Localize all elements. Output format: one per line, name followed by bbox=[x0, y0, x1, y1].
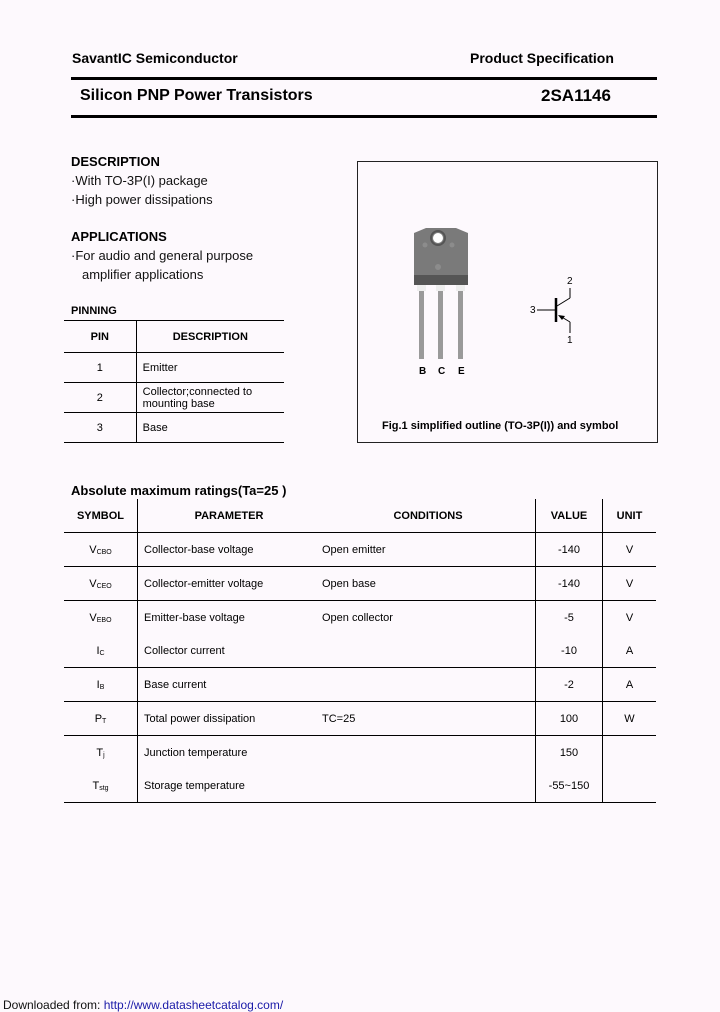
description-line: ·High power dissipations bbox=[71, 192, 213, 207]
symbol-subscript: j bbox=[103, 751, 105, 759]
applications-heading: APPLICATIONS bbox=[71, 229, 167, 244]
symbol-subscript: CBO bbox=[96, 548, 112, 556]
value-cell: -5 bbox=[536, 601, 603, 635]
symbol-subscript: stg bbox=[99, 784, 109, 792]
unit-cell bbox=[603, 736, 657, 770]
unit-cell: V bbox=[625, 611, 634, 624]
pin-description: Base bbox=[136, 413, 284, 443]
symbol-pin-base: 3 bbox=[530, 305, 536, 316]
value-cell: 100 bbox=[536, 702, 603, 736]
parameter-cell: Collector-emitter voltage bbox=[138, 567, 322, 601]
symbol-cell bbox=[64, 601, 138, 635]
symbol-subscript: T bbox=[102, 717, 107, 725]
conditions-cell bbox=[321, 769, 536, 803]
applications-line: ·For audio and general purpose bbox=[71, 248, 254, 263]
symbol-subscript: EBO bbox=[96, 616, 112, 624]
header-rule-bottom bbox=[71, 115, 657, 118]
table-row bbox=[64, 601, 656, 635]
figure-caption: Fig.1 simplified outline (TO-3P(I)) and symbol bbox=[382, 420, 619, 432]
description-line: ·With TO-3P(I) package bbox=[71, 173, 208, 188]
description-heading: DESCRIPTION bbox=[71, 154, 160, 169]
parameter-cell: Collector current bbox=[138, 634, 322, 668]
symbol-subscript: B bbox=[99, 683, 105, 691]
symbol-cell bbox=[64, 567, 138, 601]
parameter-cell: Total power dissipation bbox=[138, 702, 322, 736]
pinning-table bbox=[64, 320, 284, 443]
pnp-transistor-symbol-icon bbox=[535, 283, 585, 343]
pinning-heading: PINNING bbox=[71, 305, 117, 317]
pin-number: 3 bbox=[64, 413, 136, 443]
col-symbol: SYMBOL bbox=[64, 499, 138, 533]
symbol-subscript: C bbox=[99, 649, 105, 657]
table-row bbox=[64, 736, 656, 770]
conditions-cell: TC=25 bbox=[321, 702, 536, 736]
pin-number: 1 bbox=[64, 353, 136, 383]
symbol-pin-collector: 2 bbox=[567, 276, 573, 287]
table-row bbox=[64, 567, 656, 601]
part-number: 2SA1146 bbox=[541, 86, 611, 105]
footer bbox=[3, 998, 283, 1012]
conditions-cell: Open collector bbox=[322, 611, 393, 624]
symbol-subscript: CEO bbox=[96, 582, 112, 590]
unit-cell: V bbox=[603, 567, 657, 601]
symbol-letter: T bbox=[96, 746, 104, 759]
lead-label-collector: C bbox=[438, 366, 446, 377]
col-unit: UNIT bbox=[603, 499, 657, 533]
table-row bbox=[64, 702, 656, 736]
table-row bbox=[64, 353, 284, 383]
symbol-letter: V bbox=[89, 543, 97, 556]
conditions-cell bbox=[321, 668, 536, 702]
parameter-cell: Base current bbox=[138, 668, 322, 702]
parameter-cell: Storage temperature bbox=[138, 769, 322, 803]
col-value: VALUE bbox=[536, 499, 603, 533]
footer-prefix: Downloaded from: bbox=[3, 998, 104, 1012]
page-title: Silicon PNP Power Transistors bbox=[80, 87, 313, 104]
lead-label-base: B bbox=[419, 366, 427, 377]
col-parameter: PARAMETER bbox=[138, 499, 322, 533]
applications-line: amplifier applications bbox=[82, 267, 204, 282]
value-cell: -55~150 bbox=[536, 769, 603, 803]
symbol-pin-emitter: 1 bbox=[567, 335, 573, 346]
symbol-letter: V bbox=[89, 611, 97, 624]
to3p-package-image bbox=[400, 225, 480, 365]
parameter-cell: Junction temperature bbox=[144, 746, 248, 759]
symbol-letter: I bbox=[96, 644, 100, 657]
unit-cell bbox=[603, 769, 657, 803]
pin-number: 2 bbox=[64, 383, 136, 413]
symbol-cell bbox=[64, 634, 138, 668]
symbol-letter: P bbox=[94, 712, 103, 725]
ratings-table-wrap bbox=[64, 499, 656, 803]
table-row bbox=[64, 413, 284, 443]
pin-description: Emitter bbox=[136, 353, 284, 383]
unit-cell: A bbox=[603, 634, 657, 668]
symbol-letter: I bbox=[96, 678, 100, 691]
lead-label-emitter: E bbox=[458, 366, 465, 377]
symbol-cell bbox=[64, 769, 138, 803]
value-cell: -140 bbox=[536, 567, 603, 601]
unit-cell: V bbox=[603, 533, 657, 567]
unit-cell: A bbox=[603, 668, 657, 702]
conditions-cell bbox=[321, 736, 536, 770]
conditions-cell: Open base bbox=[321, 567, 536, 601]
symbol-cell bbox=[64, 736, 138, 770]
header-rule-top bbox=[71, 77, 657, 80]
company-name: SavantIC Semiconductor bbox=[72, 50, 238, 66]
ratings-table bbox=[64, 499, 656, 803]
parameter-cell: Collector-base voltage bbox=[138, 533, 322, 567]
pinning-col-pin: PIN bbox=[64, 321, 136, 353]
symbol-cell bbox=[64, 702, 138, 736]
pin-description: Collector;connected to mounting base bbox=[136, 383, 284, 413]
table-row bbox=[64, 383, 284, 413]
value-cell: -140 bbox=[536, 533, 603, 567]
value-cell: -10 bbox=[536, 634, 603, 668]
ratings-heading: Absolute maximum ratings(Ta=25 ) bbox=[71, 483, 287, 498]
col-conditions: CONDITIONS bbox=[321, 499, 536, 533]
table-row bbox=[64, 769, 656, 803]
table-row bbox=[64, 634, 656, 668]
symbol-letter: V bbox=[89, 577, 97, 590]
table-row bbox=[64, 668, 656, 702]
symbol-cell bbox=[64, 668, 138, 702]
footer-link[interactable]: http://www.datasheetcatalog.com/ bbox=[103, 998, 284, 1012]
conditions-cell: Open emitter bbox=[321, 533, 536, 567]
symbol-cell bbox=[64, 533, 138, 567]
value-cell: -2 bbox=[536, 668, 603, 702]
table-row bbox=[64, 533, 656, 567]
parameter-cell: Emitter-base voltage bbox=[144, 611, 245, 624]
value-cell: 150 bbox=[536, 736, 603, 770]
symbol-letter: T bbox=[92, 779, 100, 792]
pinning-col-description: DESCRIPTION bbox=[136, 321, 284, 353]
unit-cell: W bbox=[603, 702, 657, 736]
conditions-cell bbox=[321, 634, 536, 668]
document-type: Product Specification bbox=[470, 50, 614, 66]
